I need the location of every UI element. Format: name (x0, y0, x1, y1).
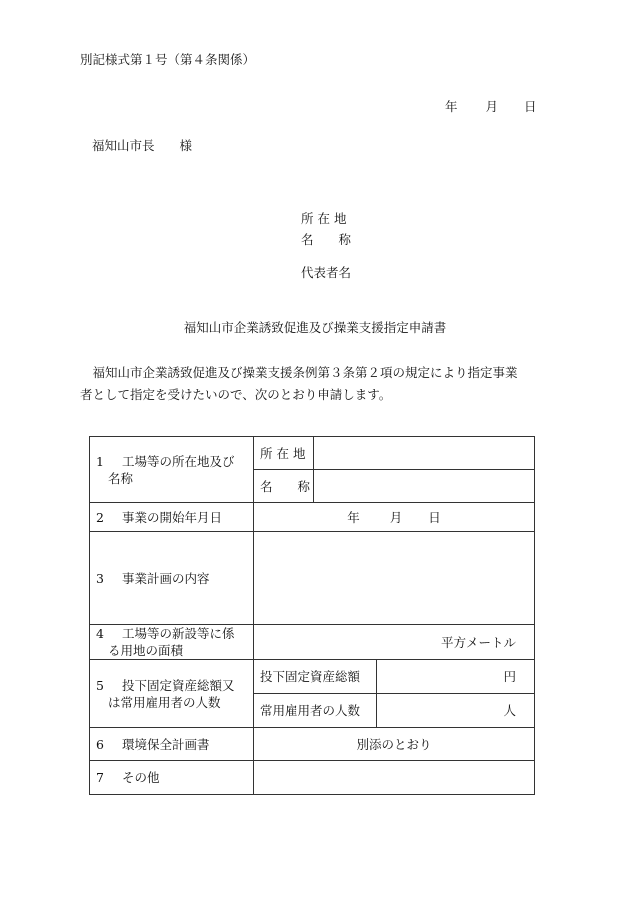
document-title: 福知山市企業誘致促進及び操業支援指定申請書 (183, 320, 447, 335)
row5-sub-employees: 常用雇用者の人数 (254, 694, 377, 728)
row3-value (254, 532, 535, 625)
date-month: 月 (485, 99, 499, 114)
date-day: 日 (524, 99, 537, 114)
table-row (90, 728, 535, 761)
applicant-location-label: 所 在 地 (301, 211, 347, 226)
row6-label: 6 環境保全計画書 (90, 728, 254, 761)
row5-label: 5 投下固定資産総額又 は常用雇用者の人数 (90, 660, 254, 728)
application-date (445, 97, 537, 115)
applicant-block (301, 208, 351, 250)
body-text (80, 362, 550, 406)
row7-label: 7 その他 (90, 761, 254, 795)
row1-sub-name: 名 称 (254, 470, 314, 503)
table-row (90, 761, 535, 795)
table-row (90, 503, 535, 532)
table-row (90, 625, 535, 660)
row7-value (254, 761, 535, 795)
table-row (90, 660, 535, 694)
table-row (90, 532, 535, 625)
row1-sub-location: 所 在 地 (254, 437, 314, 470)
row1-location-value (314, 437, 535, 470)
row2-date-value: 年 月 日 (254, 503, 535, 532)
row1-name-value (314, 470, 535, 503)
row4-label: 4 工場等の新設等に係 る用地の面積 (90, 625, 254, 660)
table-row (90, 437, 535, 470)
row2-label: 2 事業の開始年月日 (90, 503, 254, 532)
application-table (89, 436, 535, 795)
addressee: 福知山市長 様 (92, 138, 193, 153)
applicant-representative-label: 代表者名 (301, 265, 352, 280)
row1-label: 1 工場等の所在地及び 名称 (90, 437, 254, 503)
row5-sub-assets: 投下固定資産総額 (254, 660, 377, 694)
row5-assets-value: 円 (377, 660, 535, 694)
row5-employees-value: 人 (377, 694, 535, 728)
form-label: 別記様式第１号（第４条関係） (80, 52, 256, 67)
body-line-1: 福知山市企業誘致促進及び操業支援条例第３条第２項の規定により指定事業 (92, 365, 518, 380)
body-line-2: 者として指定を受けたいので、次のとおり申請します。 (80, 387, 392, 402)
row4-area-value: 平方メートル (254, 625, 535, 660)
row3-label: 3 事業計画の内容 (90, 532, 254, 625)
date-year: 年 (445, 99, 458, 114)
applicant-name-label: 名 称 (301, 232, 352, 247)
row6-value: 別添のとおり (254, 728, 535, 761)
